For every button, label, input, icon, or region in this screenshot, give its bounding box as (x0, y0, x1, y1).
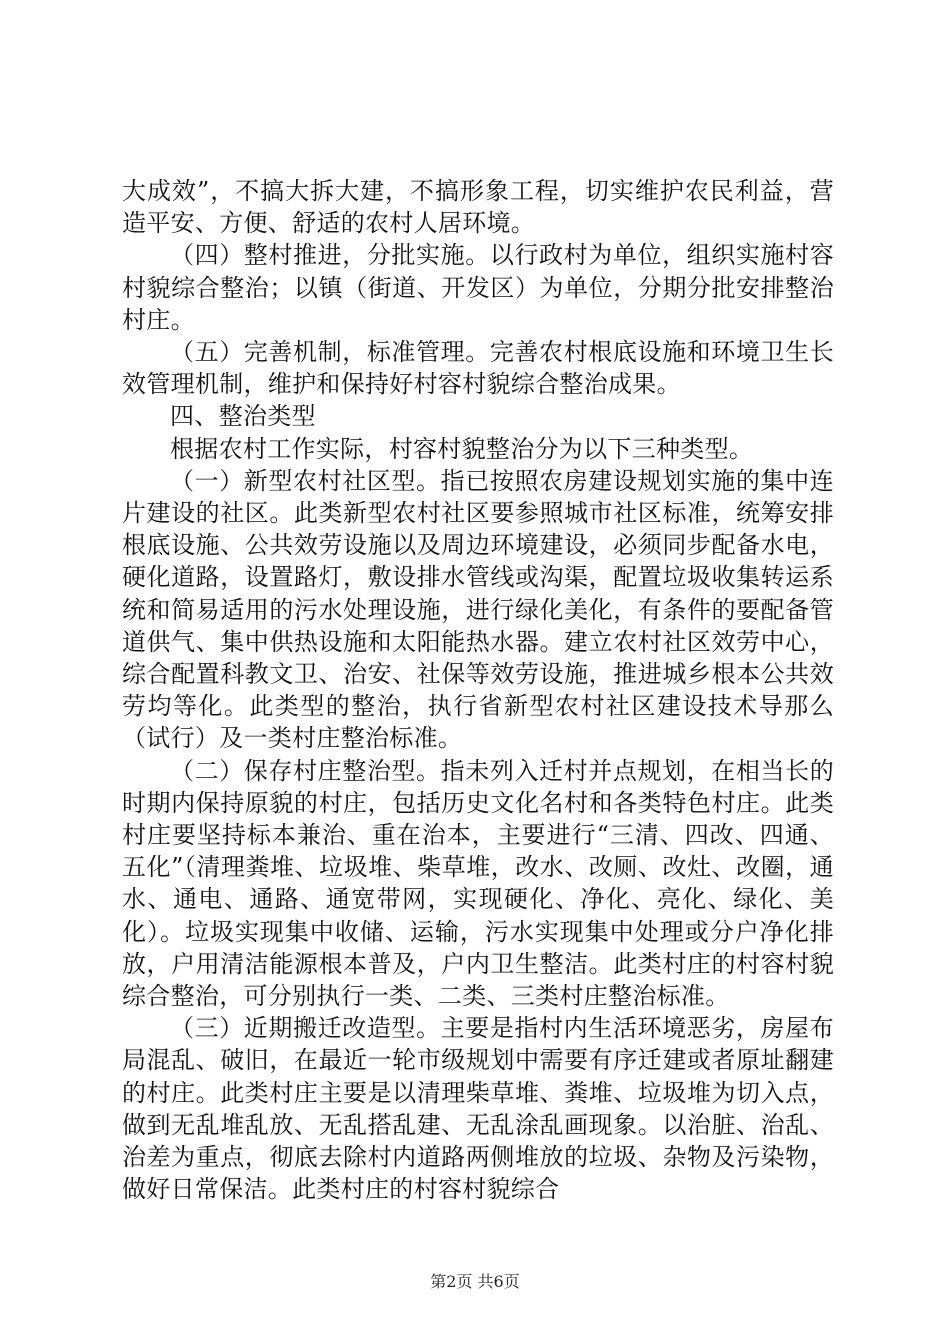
page-footer (0, 1272, 950, 1292)
paragraph-continuation: 大成效”，不搞大拆大建，不搞形象工程，切实维护农民利益，营造平安、方便、舒适的农村人居环境。 (122, 177, 834, 238)
paragraph-type-1: （一）新型农村社区型。指已按照农房建设规划实施的集中连片建设的社区。此类新型农村社区要参照城市社区标准，统筹安排根底设施、公共效劳设施以及周边环境建设，必须同步配备水电，硬化道路，设置路灯，敷设排水管线或沟渠，配置垃圾收集转运系统和简易适用的污水处理设施，进行绿化美化，有条件的要配备管道供气、集中供热设施和太阳能热水器。建立农村社区效劳中心，综合配置科教文卫、治安、社保等效劳设施，推进城乡根本公共效劳均等化。此类型的整治，执行省新型农村社区建设技术导那么（试行）及一类村庄整治标准。 (122, 466, 834, 753)
paragraph-item-5: （五）完善机制，标准管理。完善农村根底设施和环境卫生长效管理机制，维护和保持好村容村貌综合整治成果。 (122, 338, 834, 399)
paragraph-type-3: （三）近期搬迁改造型。主要是指村内生活环境恶劣，房屋布局混乱、破旧，在最近一轮市级规划中需要有序迁建或者原址翻建的村庄。此类村庄主要是以清理柴草堆、粪堆、垃圾堆为切入点，做到无乱堆乱放、无乱搭乱建、无乱涂乱画现象。以治脏、治乱、治差为重点，彻底去除村内道路两侧堆放的垃圾、杂物及污染物，做好日常保洁。此类村庄的村容村貌综合 (122, 1014, 834, 1204)
paragraph-intro: 根据农村工作实际，村容村貌整治分为以下三种类型。 (170, 434, 754, 463)
page-number: 第2页 共6页 (430, 1272, 520, 1291)
paragraph-type-2: （二）保存村庄整治型。指未列入迁村并点规划，在相当长的时期内保持原貌的村庄，包括历史文化名村和各类特色村庄。此类村庄要坚持标本兼治、重在治本，主要进行“三清、四改、四通、五化”（清理粪堆、垃圾堆、柴草堆，改水、改厕、改灶、改圈，通水、通电、通路、通宽带网，实现硬化、净化、亮化、绿化、美化）。垃圾实现集中收储、运输，污水实现集中处理或分户净化排放，户用清洁能源根本普及，户内卫生整洁。此类村庄的村容村貌综合整治，可分别执行一类、二类、三类村庄整治标准。 (122, 756, 834, 1011)
document-body (122, 175, 834, 1206)
section-heading: 四、整治类型 (170, 402, 316, 431)
paragraph-item-4: （四）整村推进，分批实施。以行政村为单位，组织实施村容村貌综合整治；以镇（街道、开发区）为单位，分期分批安排整治村庄。 (122, 241, 834, 334)
